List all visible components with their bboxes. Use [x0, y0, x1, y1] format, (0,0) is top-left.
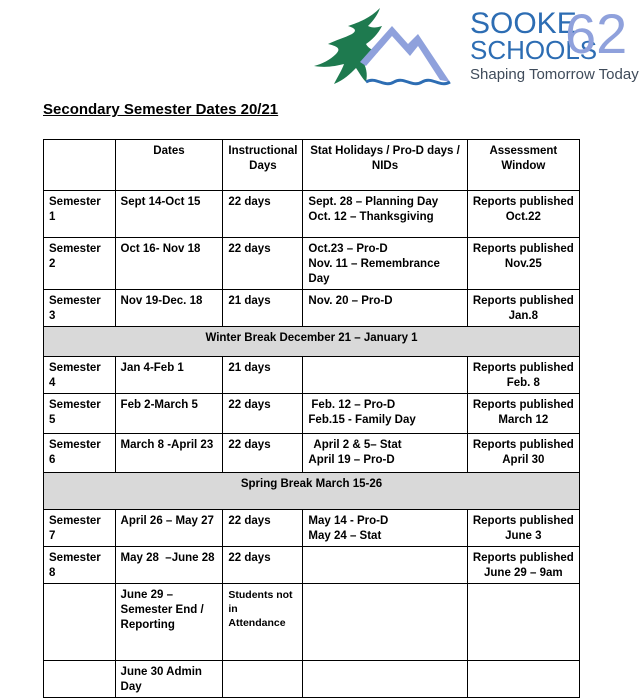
holiday-item: Nov. 20 – Pro-D — [308, 295, 393, 307]
admin-day-note — [223, 661, 303, 698]
semester-dates: April 26 – May 27 — [115, 510, 223, 547]
semester-assessment — [467, 290, 579, 327]
semester-days: 22 days — [223, 547, 303, 584]
table-row — [44, 191, 580, 238]
assessment-label: Reports published — [472, 295, 574, 307]
semester-dates: Sept 14-Oct 15 — [115, 191, 223, 238]
semester-dates: March 8 -April 23 — [115, 434, 223, 473]
semester-end-dates: June 29 – Semester End / Reporting — [115, 584, 223, 661]
semester-holidays — [303, 394, 467, 434]
semester-assessment — [467, 547, 579, 584]
table-row — [44, 357, 580, 394]
semester-holidays — [303, 191, 467, 238]
assessment-date: Oct.22 — [505, 211, 541, 223]
assessment-date: March 12 — [498, 414, 549, 426]
assessment-date: June 29 – 9am — [484, 567, 563, 579]
semester-assessment — [467, 357, 579, 394]
winter-break-label: Winter Break December 21 – January 1 — [44, 327, 580, 357]
holiday-item: Feb. 12 – Pro-D — [311, 399, 396, 411]
holiday-item: Nov. 11 – Remembrance Day — [308, 258, 440, 285]
semester-days: 21 days — [223, 290, 303, 327]
admin-day-row — [44, 661, 580, 698]
assessment-date: Jan.8 — [508, 310, 539, 322]
winter-break-row — [44, 327, 580, 357]
spring-break-label: Spring Break March 15-26 — [44, 473, 580, 510]
semester-days: 22 days — [223, 191, 303, 238]
semester-days: 22 days — [223, 238, 303, 290]
header-semester — [44, 140, 116, 191]
semester-label: Semester 3 — [44, 290, 116, 327]
logo-tagline: Shaping Tomorrow Today — [470, 66, 639, 83]
header-instructional-days: Instructional Days — [223, 140, 303, 191]
empty-cell — [44, 661, 116, 698]
holiday-item: Oct.23 – Pro-D — [308, 243, 388, 255]
semester-assessment — [467, 394, 579, 434]
semester-end-row — [44, 584, 580, 661]
semester-days: 22 days — [223, 510, 303, 547]
holiday-item: April 19 – Pro-D — [308, 454, 395, 466]
header-row — [44, 140, 580, 191]
assessment-label: Reports published — [472, 196, 574, 208]
table-row — [44, 290, 580, 327]
empty-cell — [303, 661, 467, 698]
holiday-item: Oct. 12 – Thanksgiving — [308, 211, 434, 223]
semester-holidays — [303, 434, 467, 473]
semester-holidays — [303, 238, 467, 290]
logo-number: 62 — [565, 2, 628, 65]
semester-label: Semester 8 — [44, 547, 116, 584]
assessment-date: Nov.25 — [504, 258, 542, 270]
semester-label: Semester 2 — [44, 238, 116, 290]
table-row — [44, 238, 580, 290]
semester-dates: May 28 –June 28 — [115, 547, 223, 584]
assessment-label: Reports published — [472, 362, 574, 374]
spring-break-row — [44, 473, 580, 510]
semester-holidays — [303, 547, 467, 584]
assessment-label: Reports published — [472, 399, 574, 411]
holiday-item: April 2 & 5– Stat — [313, 439, 402, 451]
semester-assessment — [467, 238, 579, 290]
semester-label: Semester 4 — [44, 357, 116, 394]
empty-cell — [467, 584, 579, 661]
semester-holidays — [303, 290, 467, 327]
empty-cell — [467, 661, 579, 698]
holiday-item: Sept. 28 – Planning Day — [308, 196, 439, 208]
table-row — [44, 434, 580, 473]
assessment-label: Reports published — [472, 243, 574, 255]
semester-label: Semester 6 — [44, 434, 116, 473]
empty-cell — [44, 584, 116, 661]
semester-dates: Oct 16- Nov 18 — [115, 238, 223, 290]
semester-holidays — [303, 510, 467, 547]
logo-sooke: SOOKE — [470, 7, 577, 40]
assessment-date: Feb. 8 — [506, 377, 540, 389]
logo-text — [470, 2, 640, 90]
semester-label: Semester 1 — [44, 191, 116, 238]
assessment-label: Reports published — [472, 552, 574, 564]
semester-label: Semester 5 — [44, 394, 116, 434]
semester-assessment — [467, 510, 579, 547]
holiday-item: Feb.15 - Family Day — [308, 414, 416, 426]
table-row — [44, 510, 580, 547]
assessment-label: Reports published — [472, 515, 574, 527]
empty-cell — [303, 584, 467, 661]
semester-dates: Feb 2-March 5 — [115, 394, 223, 434]
header-assessment: Assessment Window — [467, 140, 579, 191]
semester-days: 22 days — [223, 394, 303, 434]
holiday-item: May 24 – Stat — [308, 530, 382, 542]
semester-label: Semester 7 — [44, 510, 116, 547]
admin-day-dates: June 30 Admin Day — [115, 661, 223, 698]
semester-days: 22 days — [223, 434, 303, 473]
assessment-label: Reports published — [472, 439, 574, 451]
table-row — [44, 547, 580, 584]
page-title: Secondary Semester Dates 20/21 — [43, 101, 279, 118]
semester-end-note: Students not in Attendance — [223, 584, 303, 661]
semester-days: 21 days — [223, 357, 303, 394]
assessment-date: June 3 — [505, 530, 542, 542]
table-row — [44, 394, 580, 434]
header-holidays: Stat Holidays / Pro-D days / NIDs — [303, 140, 467, 191]
tree-mountain-logo-icon — [300, 4, 470, 92]
semester-assessment — [467, 191, 579, 238]
semester-dates: Jan 4-Feb 1 — [115, 357, 223, 394]
logo-schools: SCHOOLS — [470, 35, 598, 65]
semester-dates: Nov 19-Dec. 18 — [115, 290, 223, 327]
header-dates: Dates — [115, 140, 223, 191]
assessment-date: April 30 — [502, 454, 545, 466]
semester-holidays — [303, 357, 467, 394]
semester-dates-table — [43, 139, 580, 698]
holiday-item: May 14 - Pro-D — [308, 515, 389, 527]
semester-assessment — [467, 434, 579, 473]
